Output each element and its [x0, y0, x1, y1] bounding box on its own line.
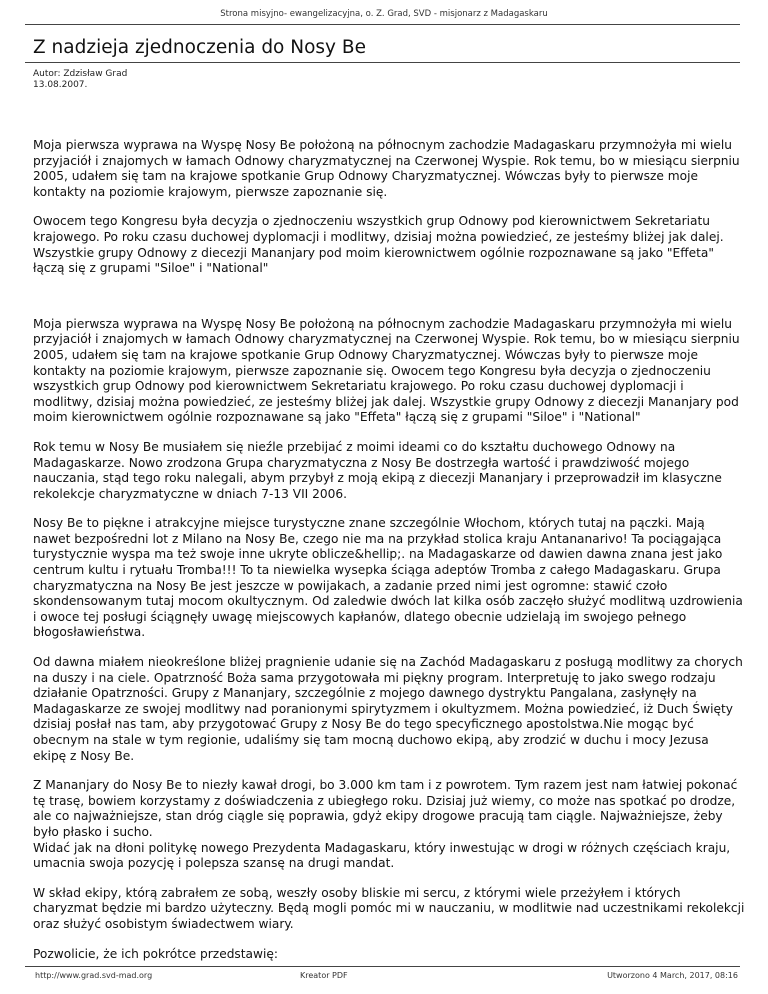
paragraph-3: Moja pierwsza wyprawa na Wyspę Nosy Be położoną na północnym zachodzie Madagaskaru przymnożyła mi wielu przyjaciół i znajomych w łamach Odnowy charyzmatycznej na Czerwonej Wyspie. Rok temu, bo w miesiącu sierpniu 2005, udałem się tam na krajowe spotkanie Grup Odnowy Charyzmatycznej. Wówczas były to pierwsze moje kontakty na poziomie krajowym, pierwsze zapoznanie się. Owocem tego Kongresu była decyzja o zjednoczeniu wszystkich grup Odnowy pod kierownictwem Sekretariatu krajowego. Po roku czasu duchowej dyplomacji i modlitwy, dzisiaj można powiedzieć, ze jesteśmy bliżej jak dalej. Wszystkie grupy Odnowy z diecezji Mananjary pod moim kierownictwem ogólnie rozpoznawane są jako "Effeta" łączą się z grupami "Siloe" i "National"	[33, 316, 740, 425]
footer-generator: Kreator PDF	[300, 971, 348, 980]
article-meta	[33, 69, 127, 91]
paragraph-4: Rok temu w Nosy Be musiałem się nieźle przebijać z moimi ideami co do kształtu duchowego Odnowy na Madagaskarze. Nowo zrodzona Grupa charyzmatyczna z Nosy Be dostrzegła wartość i prawdziwość mojego nauczania, stąd tego roku nalegali, abym przybył z moją ekipą z diecezji Mananjary i przeprowadził im klasyczne rekolekcje charyzmatyczne w dniach 7-13 VII 2006.	[33, 439, 722, 501]
footer-created-date: Utworzono 4 March, 2017, 08:16	[607, 971, 738, 980]
article-title: Z nadzieja zjednoczenia do Nosy Be	[33, 37, 366, 58]
article-body	[33, 138, 745, 976]
paragraph-2: Owocem tego Kongresu była decyzja o zjednoczeniu wszystkich grup Odnowy pod kierownictwem Sekretariatu krajowego. Po roku czasu duchowej dyplomacji i modlitwy, dzisiaj można powiedzieć, ze jesteśmy bliżej jak dalej. Wszystkie grupy Odnowy z diecezji Mananjary pod moim kierownictwem ogólnie rozpoznawane są jako "Effeta" łączą się z grupami "Siloe" i "National"	[33, 214, 724, 276]
paragraph-5: Nosy Be to piękne i atrakcyjne miejsce turystyczne znane szczególnie Włochom, których tutaj na pączki. Mają nawet bezpośredni lot z Milano na Nosy Be, czego nie ma na przykład stolica kraju Antananarivo! Ta pociągająca turystycznie wyspa ma też swoje inne ukryte oblicze&hellip;. na Madagaskarze od dawien dawna znana jest jako centrum kultu i rytuału Tromba!!! To ta niewielka wysepka ściąga adeptów Tromba z całego Madagaskaru. Grupa charyzmatyczna na Nosy Be jest jeszcze w powijakach, a zadanie przed nimi jest ogromne: stawić czoło skondensowanym tutaj mocom okultycznym. Od zaledwie dwóch lat kilka osób zaczęło służyć modlitwą uzdrowienia i owoce tej posługi ściągnęły uwagę miejscowych kapłanów, dlatego obecnie udzielają im swojego pełnego błogosławieństwa.	[33, 516, 743, 640]
paragraph-9: Pozwolicie, że ich pokrótce przedstawię:	[33, 946, 278, 961]
title-divider	[25, 62, 740, 63]
paragraph-6: Od dawna miałem nieokreślone bliżej pragnienie udanie się na Zachód Madagaskaru z posługą modlitwy za chorych na duszy i na ciele. Opatrzność Boża sama przygotowała mi piękny program. Interpretuję to jako swego rodzaju działanie Opatrzności. Grupy z Mananjary, szczególnie z mojego dawnego dystryktu Pangalana, zasłynęły na Madagaskarze ze swojej modlitwy nad poranionymi spirytyzmem i okultyzmem. Można powiedzieć, iż Duch Święty dzisiaj posłał nas tam, aby przygotować Grupy z Nosy Be do tego specyficznego apostolstwa.Nie mogąc być obecnym na stale w tym regionie, udaliśmy się tam mocną duchowo ekipą, aby zrodzić w duchu i mocy Jezusa ekipę z Nosy Be.	[33, 655, 743, 763]
article-author: Autor: Zdzisław Grad	[33, 69, 128, 79]
footer-divider	[25, 966, 740, 967]
page-header: Strona misyjno- ewangelizacyjna, o. Z. Grad, SVD - misjonarz z Madagaskaru	[220, 9, 548, 19]
footer-url-link[interactable]: http://www.grad.svd-mad.org	[35, 971, 153, 980]
paragraph-8: W skład ekipy, którą zabrałem ze sobą, weszły osoby bliskie mi sercu, z którymi wiele przeżyłem i których charyzmat będzie mi bardzo użyteczny. Będą mogli pomóc mi w nauczaniu, w modlitwie nad uczestnikami rekolekcji oraz służyć osobistym świadectwem wiary.	[33, 885, 745, 931]
article-date: 13.08.2007.	[33, 80, 88, 90]
paragraph-7: Z Mananjary do Nosy Be to niezły kawał drogi, bo 3.000 km tam i z powrotem. Tym razem jest nam łatwiej pokonać tę trasę, bowiem korzystamy z doświadczenia z ubiegłego roku. Dzisiaj już wiemy, co może nas spotkać po drodze, ale co najważniejsze, stan dróg ciągle się poprawia, gdyż ekipy drogowe pracują tam ciągle. Najważniejsze, żeby było płasko i sucho. Widać jak na dłoni politykę nowego Prezydenta Madagaskaru, który inwestując w drogi w różnych częściach kraju, umacnia swoja pozycję i polepsza szansę na drugi mandat.	[33, 778, 738, 871]
paragraph-1: Moja pierwsza wyprawa na Wyspę Nosy Be położoną na północnym zachodzie Madagaskaru przymnożyła mi wielu przyjaciół i znajomych w łamach Odnowy charyzmatycznej na Czerwonej Wyspie. Rok temu, bo w miesiącu sierpniu 2005, udałem się tam na krajowe spotkanie Grup Odnowy Charyzmatycznej. Wówczas były to pierwsze moje kontakty na poziomie krajowym, pierwsze zapoznanie się.	[33, 138, 740, 199]
header-divider	[25, 24, 740, 25]
